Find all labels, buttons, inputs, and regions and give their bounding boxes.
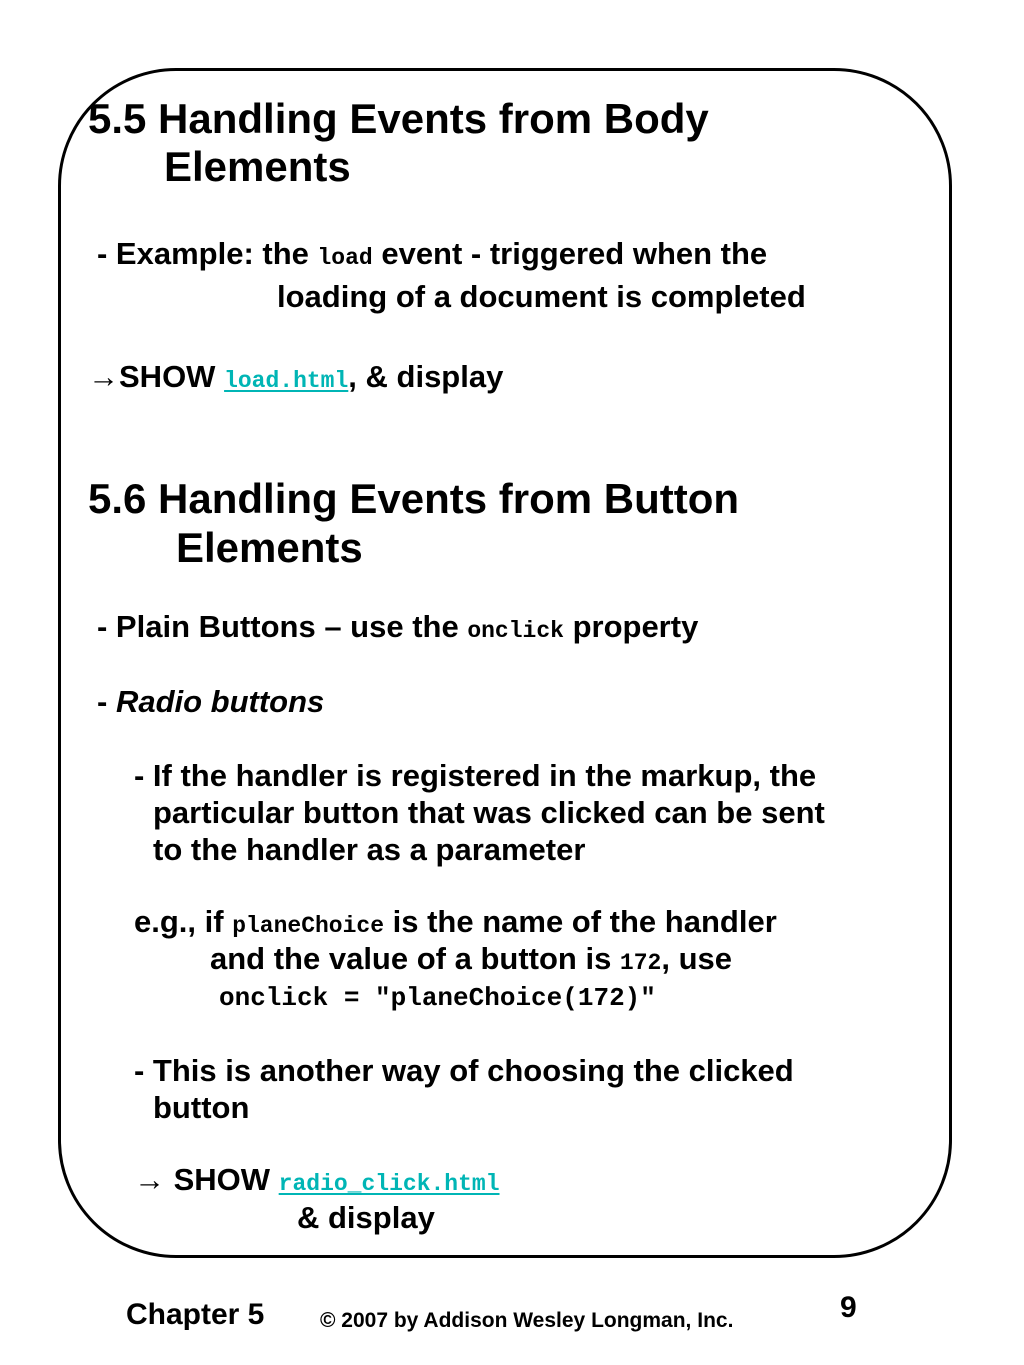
eg-line-2: and the value of a button is 172, use <box>210 941 732 976</box>
another-way-line-2: button <box>153 1090 250 1125</box>
code-load: load <box>317 245 373 271</box>
code-onclick: onclick <box>467 618 564 644</box>
footer-copyright: © 2007 by Addison Wesley Longman, Inc. <box>320 1309 734 1332</box>
handler-line-1: - If the handler is registered in the markup, the <box>134 758 817 793</box>
show-radio-display: & display <box>297 1200 435 1235</box>
section-5-6-title-line1: 5.6 Handling Events from Button <box>88 475 740 522</box>
arrow-right-icon: → <box>134 1162 165 1197</box>
section-5-5-title-line1: 5.5 Handling Events from Body <box>88 95 709 142</box>
radio-buttons-line: - Radio buttons <box>97 684 325 719</box>
onclick-code-line: onclick = ″planeChoice(172)″ <box>219 983 656 1013</box>
section-5-6-title-line2: Elements <box>176 524 363 571</box>
footer-chapter: Chapter 5 <box>126 1298 265 1331</box>
radio-click-html-link[interactable]: radio_click.html <box>278 1171 500 1197</box>
eg-line-1: e.g., if planeChoice is the name of the handler <box>134 904 777 939</box>
code-planechoice: planeChoice <box>232 913 385 939</box>
handler-line-2: particular button that was clicked can be sent <box>153 795 825 830</box>
section-5-5-title-line2: Elements <box>164 143 351 190</box>
show-load-line: →SHOW load.html, & display <box>88 359 504 394</box>
load-html-link[interactable]: load.html <box>224 368 349 394</box>
handler-line-3: to the handler as a parameter <box>153 832 586 867</box>
example-line-2: loading of a document is completed <box>277 279 806 314</box>
example-line: - Example: the load event - triggered when the <box>97 236 768 271</box>
page-number: 9 <box>840 1291 857 1324</box>
plain-buttons-line: - Plain Buttons – use the onclick property <box>97 609 699 644</box>
show-radio-line: → SHOW radio_click.html <box>134 1162 500 1197</box>
arrow-right-icon: → <box>88 359 119 394</box>
code-172: 172 <box>619 950 662 976</box>
another-way-line-1: - This is another way of choosing the clicked <box>134 1053 794 1088</box>
